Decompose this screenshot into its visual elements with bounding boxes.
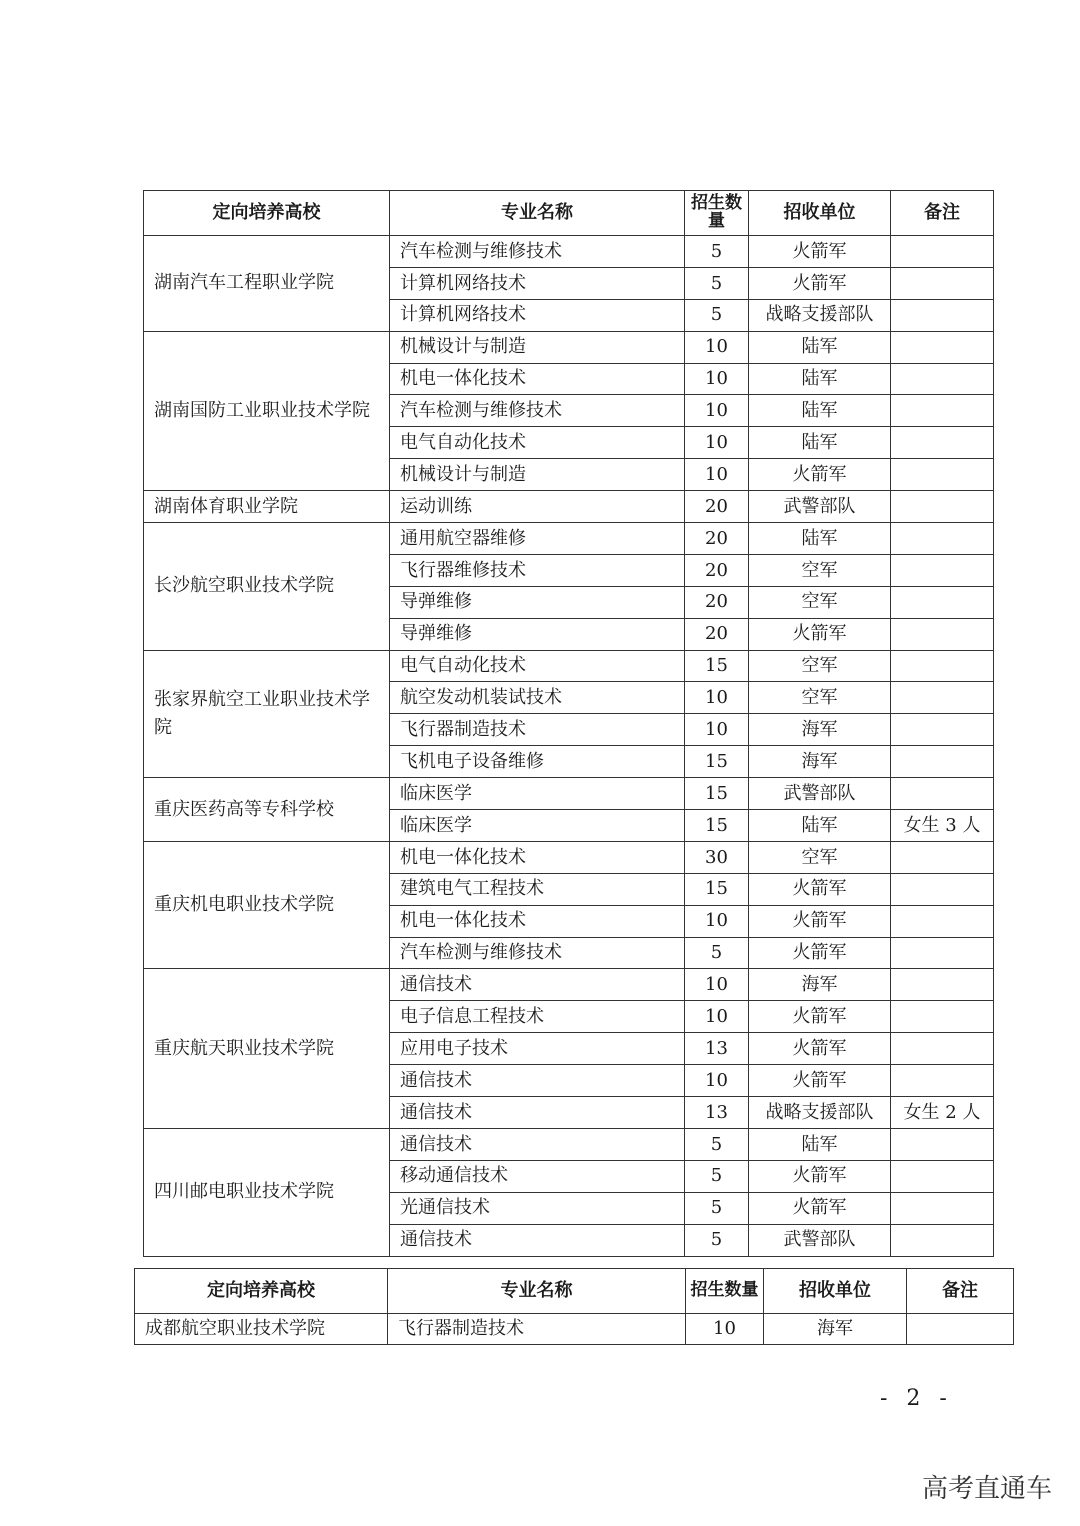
quantity-cell: 5	[685, 267, 749, 299]
table-row	[144, 236, 994, 268]
note-cell	[891, 1065, 994, 1097]
quantity-cell: 15	[685, 810, 749, 842]
school-cell: 成都航空职业技术学院	[135, 1314, 388, 1345]
major-cell: 计算机网络技术	[390, 299, 685, 331]
quantity-cell: 5	[685, 937, 749, 969]
quantity-cell: 5	[685, 299, 749, 331]
unit-cell: 火箭军	[749, 267, 891, 299]
major-cell: 通用航空器维修	[390, 523, 685, 555]
note-cell	[891, 778, 994, 810]
quantity-cell: 5	[685, 1160, 749, 1192]
quantity-cell: 15	[685, 778, 749, 810]
table-row	[135, 1314, 1014, 1345]
note-cell	[891, 1001, 994, 1033]
major-cell: 飞行器维修技术	[390, 554, 685, 586]
unit-cell: 海军	[749, 969, 891, 1001]
header-unit: 招收单位	[749, 191, 891, 236]
major-cell: 电气自动化技术	[390, 427, 685, 459]
unit-cell: 火箭军	[749, 459, 891, 491]
unit-cell: 空军	[749, 841, 891, 873]
quantity-cell: 15	[685, 650, 749, 682]
header-qty: 招生数量	[686, 1269, 764, 1314]
unit-cell: 武警部队	[749, 1224, 891, 1256]
note-cell: 女生 2 人	[891, 1097, 994, 1129]
unit-cell: 火箭军	[749, 1192, 891, 1224]
school-cell: 四川邮电职业技术学院	[144, 1128, 390, 1256]
table-body	[135, 1314, 1014, 1345]
note-cell	[891, 682, 994, 714]
unit-cell: 战略支援部队	[749, 1097, 891, 1129]
table-header-row	[135, 1269, 1014, 1314]
quantity-cell: 10	[685, 1001, 749, 1033]
unit-cell: 火箭军	[749, 905, 891, 937]
major-cell: 临床医学	[390, 778, 685, 810]
major-cell: 汽车检测与维修技术	[390, 236, 685, 268]
quantity-cell: 20	[685, 554, 749, 586]
unit-cell: 火箭军	[749, 1033, 891, 1065]
note-cell	[891, 299, 994, 331]
admissions-table-continued	[134, 1268, 1014, 1345]
unit-cell: 武警部队	[749, 491, 891, 523]
quantity-cell: 13	[685, 1033, 749, 1065]
quantity-cell: 5	[685, 236, 749, 268]
unit-cell: 火箭军	[749, 937, 891, 969]
major-cell: 电子信息工程技术	[390, 1001, 685, 1033]
note-cell	[891, 1192, 994, 1224]
unit-cell: 空军	[749, 682, 891, 714]
major-cell: 飞机电子设备维修	[390, 746, 685, 778]
note-cell	[891, 873, 994, 905]
major-cell: 导弹维修	[390, 586, 685, 618]
unit-cell: 海军	[749, 714, 891, 746]
major-cell: 光通信技术	[390, 1192, 685, 1224]
note-cell	[891, 331, 994, 363]
unit-cell: 火箭军	[749, 1001, 891, 1033]
major-cell: 移动通信技术	[390, 1160, 685, 1192]
admissions-table	[143, 190, 994, 1257]
note-cell	[891, 586, 994, 618]
quantity-cell: 10	[685, 682, 749, 714]
unit-cell: 陆军	[749, 363, 891, 395]
unit-cell: 火箭军	[749, 1065, 891, 1097]
note-cell	[891, 618, 994, 650]
quantity-cell: 15	[685, 873, 749, 905]
quantity-cell: 15	[685, 746, 749, 778]
note-cell	[891, 491, 994, 523]
quantity-cell: 10	[685, 714, 749, 746]
major-cell: 计算机网络技术	[390, 267, 685, 299]
note-cell	[891, 1160, 994, 1192]
quantity-cell: 10	[685, 969, 749, 1001]
quantity-cell: 10	[685, 905, 749, 937]
school-cell: 重庆航天职业技术学院	[144, 969, 390, 1128]
unit-cell: 海军	[764, 1314, 907, 1345]
note-cell	[891, 714, 994, 746]
table-row	[144, 491, 994, 523]
school-cell: 湖南汽车工程职业学院	[144, 236, 390, 332]
major-cell: 导弹维修	[390, 618, 685, 650]
unit-cell: 火箭军	[749, 236, 891, 268]
quantity-cell: 13	[685, 1097, 749, 1129]
note-cell	[891, 236, 994, 268]
note-cell	[891, 363, 994, 395]
note-cell	[891, 523, 994, 555]
school-cell: 湖南国防工业职业技术学院	[144, 331, 390, 490]
unit-cell: 陆军	[749, 331, 891, 363]
note-cell	[891, 841, 994, 873]
quantity-cell: 10	[685, 427, 749, 459]
unit-cell: 火箭军	[749, 1160, 891, 1192]
unit-cell: 火箭军	[749, 873, 891, 905]
header-major: 专业名称	[390, 191, 685, 236]
major-cell: 临床医学	[390, 810, 685, 842]
major-cell: 通信技术	[390, 1097, 685, 1129]
major-cell: 机电一体化技术	[390, 363, 685, 395]
table-row	[144, 650, 994, 682]
quantity-cell: 20	[685, 491, 749, 523]
unit-cell: 武警部队	[749, 778, 891, 810]
unit-cell: 陆军	[749, 427, 891, 459]
header-qty: 招生数量	[685, 191, 749, 236]
table-row	[144, 841, 994, 873]
note-cell	[891, 746, 994, 778]
note-cell	[891, 395, 994, 427]
major-cell: 应用电子技术	[390, 1033, 685, 1065]
major-cell: 通信技术	[390, 1224, 685, 1256]
header-note: 备注	[891, 191, 994, 236]
table-row	[144, 778, 994, 810]
major-cell: 建筑电气工程技术	[390, 873, 685, 905]
header-note: 备注	[907, 1269, 1014, 1314]
unit-cell: 空军	[749, 554, 891, 586]
school-cell: 重庆医药高等专科学校	[144, 778, 390, 842]
major-cell: 机械设计与制造	[390, 459, 685, 491]
quantity-cell: 5	[685, 1192, 749, 1224]
major-cell: 飞行器制造技术	[390, 714, 685, 746]
quantity-cell: 20	[685, 586, 749, 618]
table-row	[144, 1128, 994, 1160]
quantity-cell: 30	[685, 841, 749, 873]
quantity-cell: 10	[685, 395, 749, 427]
quantity-cell: 10	[685, 459, 749, 491]
note-cell	[891, 937, 994, 969]
header-school: 定向培养高校	[144, 191, 390, 236]
unit-cell: 空军	[749, 586, 891, 618]
unit-cell: 陆军	[749, 523, 891, 555]
quantity-cell: 10	[685, 363, 749, 395]
school-cell: 长沙航空职业技术学院	[144, 523, 390, 651]
note-cell	[907, 1314, 1014, 1345]
unit-cell: 陆军	[749, 810, 891, 842]
major-cell: 机械设计与制造	[390, 331, 685, 363]
unit-cell: 陆军	[749, 395, 891, 427]
major-cell: 运动训练	[390, 491, 685, 523]
major-cell: 机电一体化技术	[390, 841, 685, 873]
note-cell	[891, 427, 994, 459]
header-school: 定向培养高校	[135, 1269, 388, 1314]
major-cell: 通信技术	[390, 969, 685, 1001]
quantity-cell: 10	[685, 331, 749, 363]
major-cell: 通信技术	[390, 1065, 685, 1097]
table-row	[144, 523, 994, 555]
note-cell	[891, 1033, 994, 1065]
school-cell: 重庆机电职业技术学院	[144, 841, 390, 969]
school-cell: 湖南体育职业学院	[144, 491, 390, 523]
school-cell: 张家界航空工业职业技术学院	[144, 650, 390, 778]
unit-cell: 战略支援部队	[749, 299, 891, 331]
note-cell	[891, 905, 994, 937]
table-header-row	[144, 191, 994, 236]
header-unit: 招收单位	[764, 1269, 907, 1314]
major-cell: 航空发动机装试技术	[390, 682, 685, 714]
note-cell	[891, 459, 994, 491]
table-body	[144, 236, 994, 1257]
watermark: 高考直通车	[921, 1474, 1052, 1504]
note-cell	[891, 554, 994, 586]
unit-cell: 陆军	[749, 1128, 891, 1160]
header-major: 专业名称	[388, 1269, 686, 1314]
page-number: - 2 -	[880, 1386, 953, 1411]
note-cell	[891, 1224, 994, 1256]
quantity-cell: 5	[685, 1224, 749, 1256]
unit-cell: 海军	[749, 746, 891, 778]
quantity-cell: 5	[685, 1128, 749, 1160]
major-cell: 电气自动化技术	[390, 650, 685, 682]
major-cell: 通信技术	[390, 1128, 685, 1160]
quantity-cell: 10	[685, 1065, 749, 1097]
quantity-cell: 20	[685, 618, 749, 650]
note-cell	[891, 969, 994, 1001]
table-row	[144, 331, 994, 363]
major-cell: 汽车检测与维修技术	[390, 395, 685, 427]
table-row	[144, 969, 994, 1001]
major-cell: 汽车检测与维修技术	[390, 937, 685, 969]
unit-cell: 空军	[749, 650, 891, 682]
quantity-cell: 20	[685, 523, 749, 555]
note-cell	[891, 650, 994, 682]
major-cell: 飞行器制造技术	[388, 1314, 686, 1345]
major-cell: 机电一体化技术	[390, 905, 685, 937]
note-cell	[891, 267, 994, 299]
note-cell: 女生 3 人	[891, 810, 994, 842]
quantity-cell: 10	[686, 1314, 764, 1345]
note-cell	[891, 1128, 994, 1160]
unit-cell: 火箭军	[749, 618, 891, 650]
